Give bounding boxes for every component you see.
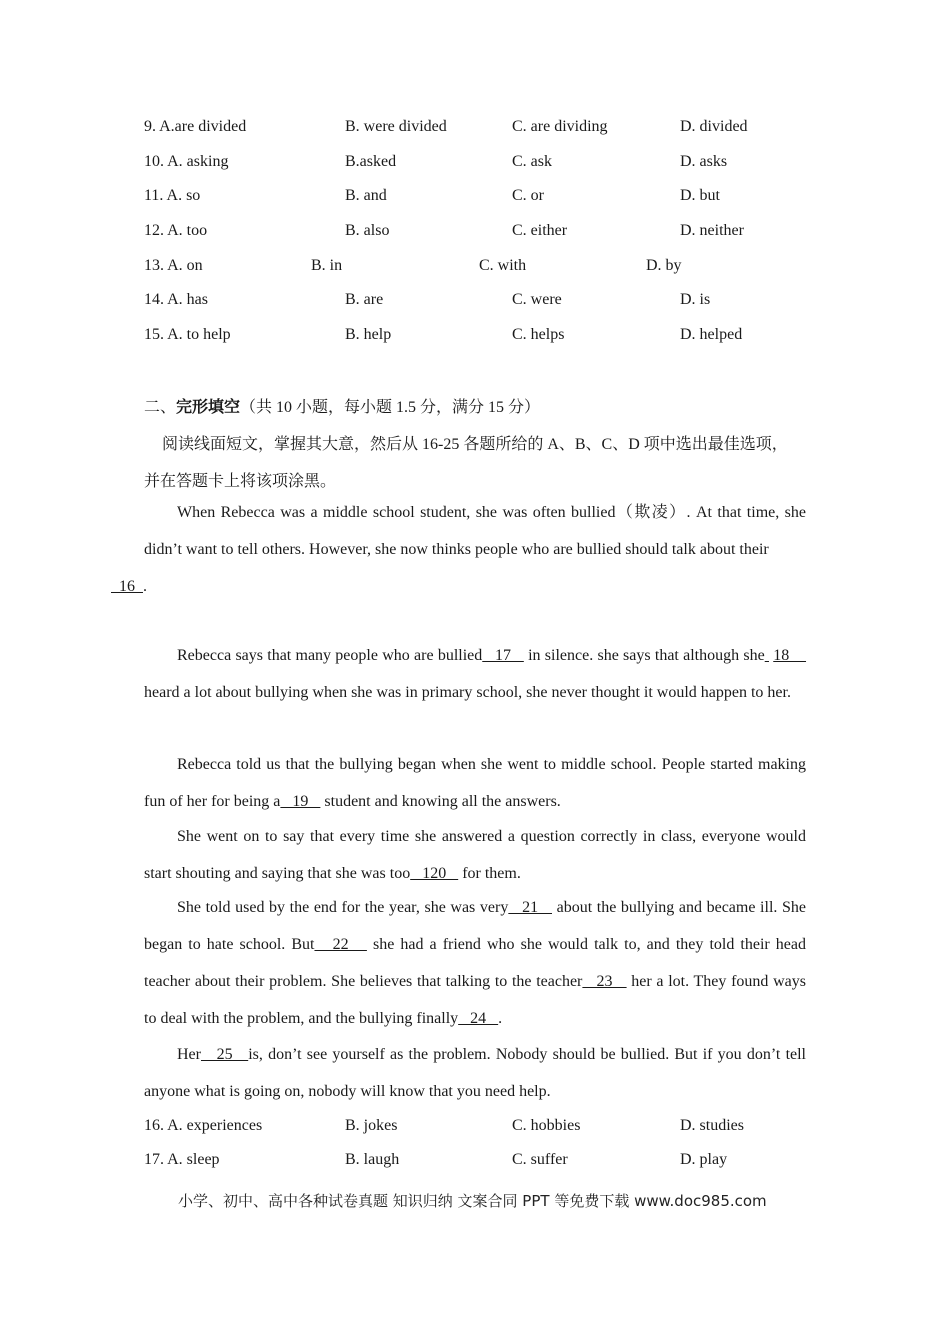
option-a: 15. A. to help [144,326,231,343]
option-b: B. in [311,257,343,274]
option-a: 16. A. experiences [144,1117,263,1134]
option-a: 13. A. on [144,257,203,274]
option-d: D. by [646,257,682,274]
option-c: C. are dividing [512,118,608,135]
option-row-12 [144,222,806,244]
section-number: 二、 [144,399,177,416]
blank-22[interactable]: 22 [314,936,367,953]
option-d: D. but [680,187,720,204]
passage-text: Rebecca says that many people who are bullied [177,647,483,664]
option-row-17 [144,1151,806,1173]
option-row-10 [144,153,806,175]
option-d: D. is [680,291,711,308]
option-b: B. laugh [345,1151,400,1168]
option-a: 17. A. sleep [144,1151,220,1168]
passage-text: heard a lot about bullying when she was in primary school, she never thought it would happen to her. [144,684,791,701]
passage-paragraph-5 [144,889,806,1037]
passage-paragraph-1 [111,494,806,605]
passage-text: for them. [458,865,521,882]
blank-18[interactable]: 18 [773,647,807,664]
passage-paragraph-6 [144,1036,806,1110]
option-b: B. help [345,326,392,343]
option-row-14 [144,291,806,313]
passage-text: When Rebecca was a middle school student, she was often bullied（欺凌）. At that time, she didn’t want to tell others. However, she now thinks people who are bullied should talk about their [144,504,806,558]
passage-text: she had a friend who she would talk to, and they told their head teacher about their problem. She believes that talking to the teacher [144,936,806,990]
option-d: D. divided [680,118,748,135]
option-c: C. hobbies [512,1117,581,1134]
option-b: B. were divided [345,118,447,135]
option-d: D. studies [680,1117,744,1134]
passage-text: She told used by the end for the year, she was very [177,899,509,916]
option-b: B. also [345,222,390,239]
blank-24[interactable]: 24 [458,1010,499,1027]
option-b: B. are [345,291,384,308]
passage-text: her a lot. They found ways to deal with the problem, and the bullying finally [144,973,807,1027]
blank-16[interactable]: 16 [111,578,143,595]
blank-19[interactable]: 19 [280,793,321,810]
option-b: B.asked [345,153,397,170]
passage-text: is, don’t see yourself as the problem. Nobody should be bullied. But if you don’t tell anyone what is going on, nobody will know that you need help. [144,1046,807,1100]
option-a: 12. A. too [144,222,208,239]
passage-paragraph-4 [144,818,806,892]
option-row-11 [144,187,806,209]
passage-text: She went on to say that every time she answered a question correctly in class, everyone would start shouting and saying that she was too [144,828,806,882]
passage-text: in silence. she says that although she [523,647,765,664]
passage-text: Her [177,1046,201,1063]
blank-21[interactable]: 21 [508,899,552,916]
passage-paragraph-2 [144,637,806,711]
option-b: B. and [345,187,387,204]
passage-paragraph-3 [144,746,806,820]
passage-text: student and knowing all the answers. [320,793,561,810]
passage-text: Rebecca told us that the bullying began when she went to middle school. People started making fun of her for being a [144,756,806,810]
option-b: B. jokes [345,1117,398,1134]
option-c: C. either [512,222,568,239]
blank-18-lead [765,647,769,664]
option-a: 11. A. so [144,187,201,204]
blank-25[interactable]: 25 [200,1046,249,1063]
blank-20[interactable]: 120 [410,865,459,882]
option-row-9 [144,118,806,140]
option-c: C. or [512,187,544,204]
option-a: 10. A. asking [144,153,229,170]
option-d: D. asks [680,153,728,170]
passage-text: about the bullying and became ill. She began to hate school. But [144,899,806,953]
section-heading [144,394,540,417]
option-c: C. ask [512,153,552,170]
section-note: （共 10 小题，每小题 1.5 分，满分 15 分） [240,399,541,416]
passage-text: . [143,578,147,595]
instructions-line-2: 并在答题卡上将该项涂黑。 [144,473,337,490]
blank-23[interactable]: 23 [582,973,627,990]
page-footer: 小学、初中、高中各种试卷真题 知识归纳 文案合同 PPT 等免费下载 www.doc985.com [178,1192,767,1210]
option-c: C. with [479,257,527,274]
option-a: 14. A. has [144,291,208,308]
option-a: 9. A.are divided [144,118,247,135]
option-d: D. play [680,1151,728,1168]
passage-text: . [498,1010,503,1027]
option-c: C. helps [512,326,565,343]
option-row-16 [144,1117,806,1139]
instructions-line-1: 阅读线面短文，掌握其大意，然后从 16-25 各题所给的 A、B、C、D 项中选出最佳选项， [162,436,788,453]
instructions [144,426,806,500]
option-row-13 [144,257,806,279]
blank-17[interactable]: 17 [482,647,524,664]
option-d: D. helped [680,326,743,343]
option-row-15 [144,326,806,348]
section-title: 完形填空 [176,399,241,416]
option-d: D. neither [680,222,744,239]
option-c: C. suffer [512,1151,568,1168]
option-c: C. were [512,291,562,308]
